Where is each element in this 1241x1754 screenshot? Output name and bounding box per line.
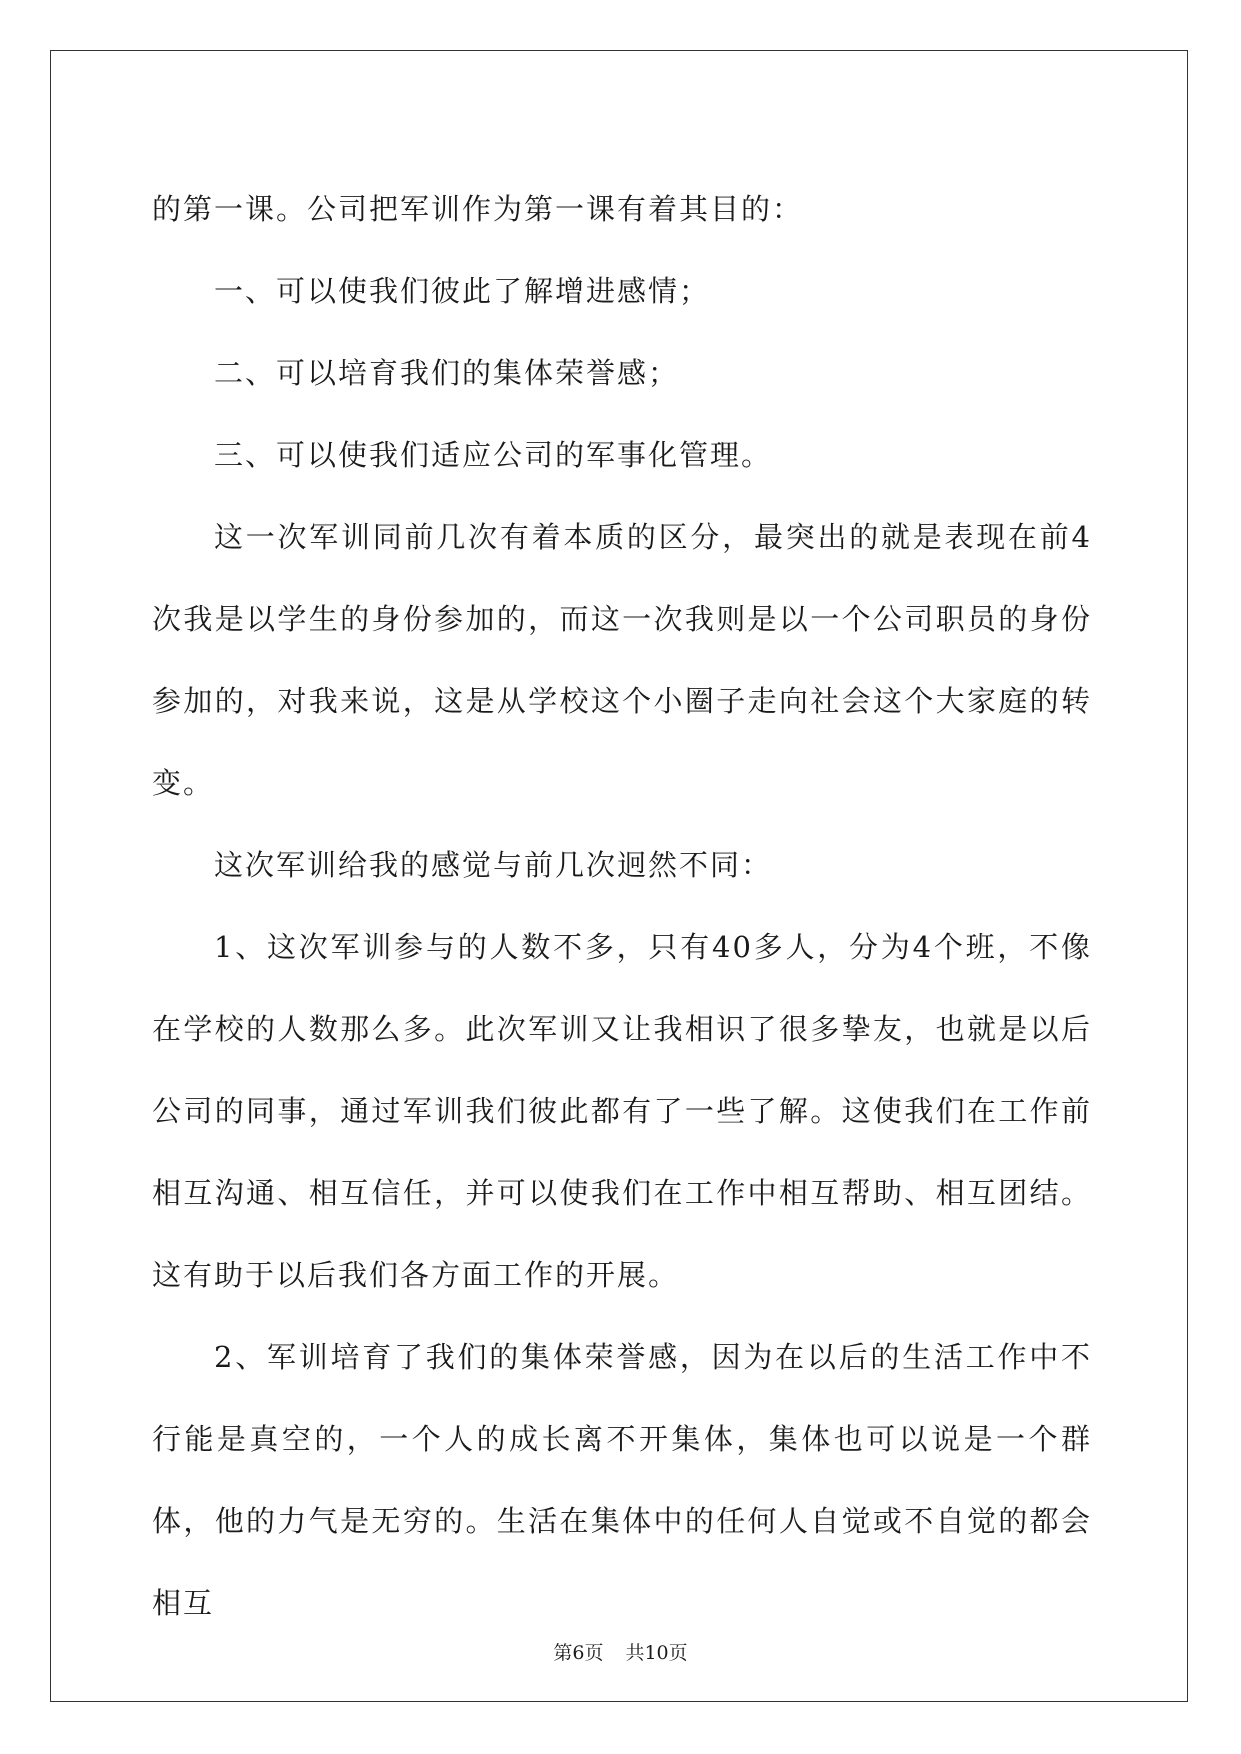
paragraph-5: 这一次军训同前几次有着本质的区分，最突出的就是表现在前4次我是以学生的身份参加的，而这一次我则是以一个公司职员的身份参加的，对我来说，这是从学校这个小圈子走向社会这个大家庭的转变。 xyxy=(152,520,1092,800)
page-number: 第6页 xyxy=(553,1642,604,1664)
page-total: 共10页 xyxy=(625,1642,688,1664)
paragraph-6: 这次军训给我的感觉与前几次迥然不同： xyxy=(214,848,773,882)
page-footer xyxy=(0,1638,1241,1665)
paragraph-8: 2、军训培育了我们的集体荣誉感，因为在以后的生活工作中不行能是真空的，一个人的成长离不开集体，集体也可以说是一个群体，他的力气是无穷的。生活在集体中的任何人自觉或不自觉的都会相互 xyxy=(152,1340,1092,1620)
paragraph-4: 三、可以使我们适应公司的军事化管理。 xyxy=(214,438,773,472)
paragraph-2: 一、可以使我们彼此了解增进感情； xyxy=(214,274,711,308)
paragraph-7: 1、这次军训参与的人数不多，只有40多人，分为4个班，不像在学校的人数那么多。此次军训又让我相识了很多挚友，也就是以后公司的同事，通过军训我们彼此都有了一些了解。这使我们在工作前相互沟通、相互信任，并可以使我们在工作中相互帮助、相互团结。这有助于以后我们各方面工作的开展。 xyxy=(152,930,1092,1292)
document-body xyxy=(152,168,1092,1644)
paragraph-3: 二、可以培育我们的集体荣誉感； xyxy=(214,356,680,390)
paragraph-1: 的第一课。公司把军训作为第一课有着其目的： xyxy=(152,192,804,226)
